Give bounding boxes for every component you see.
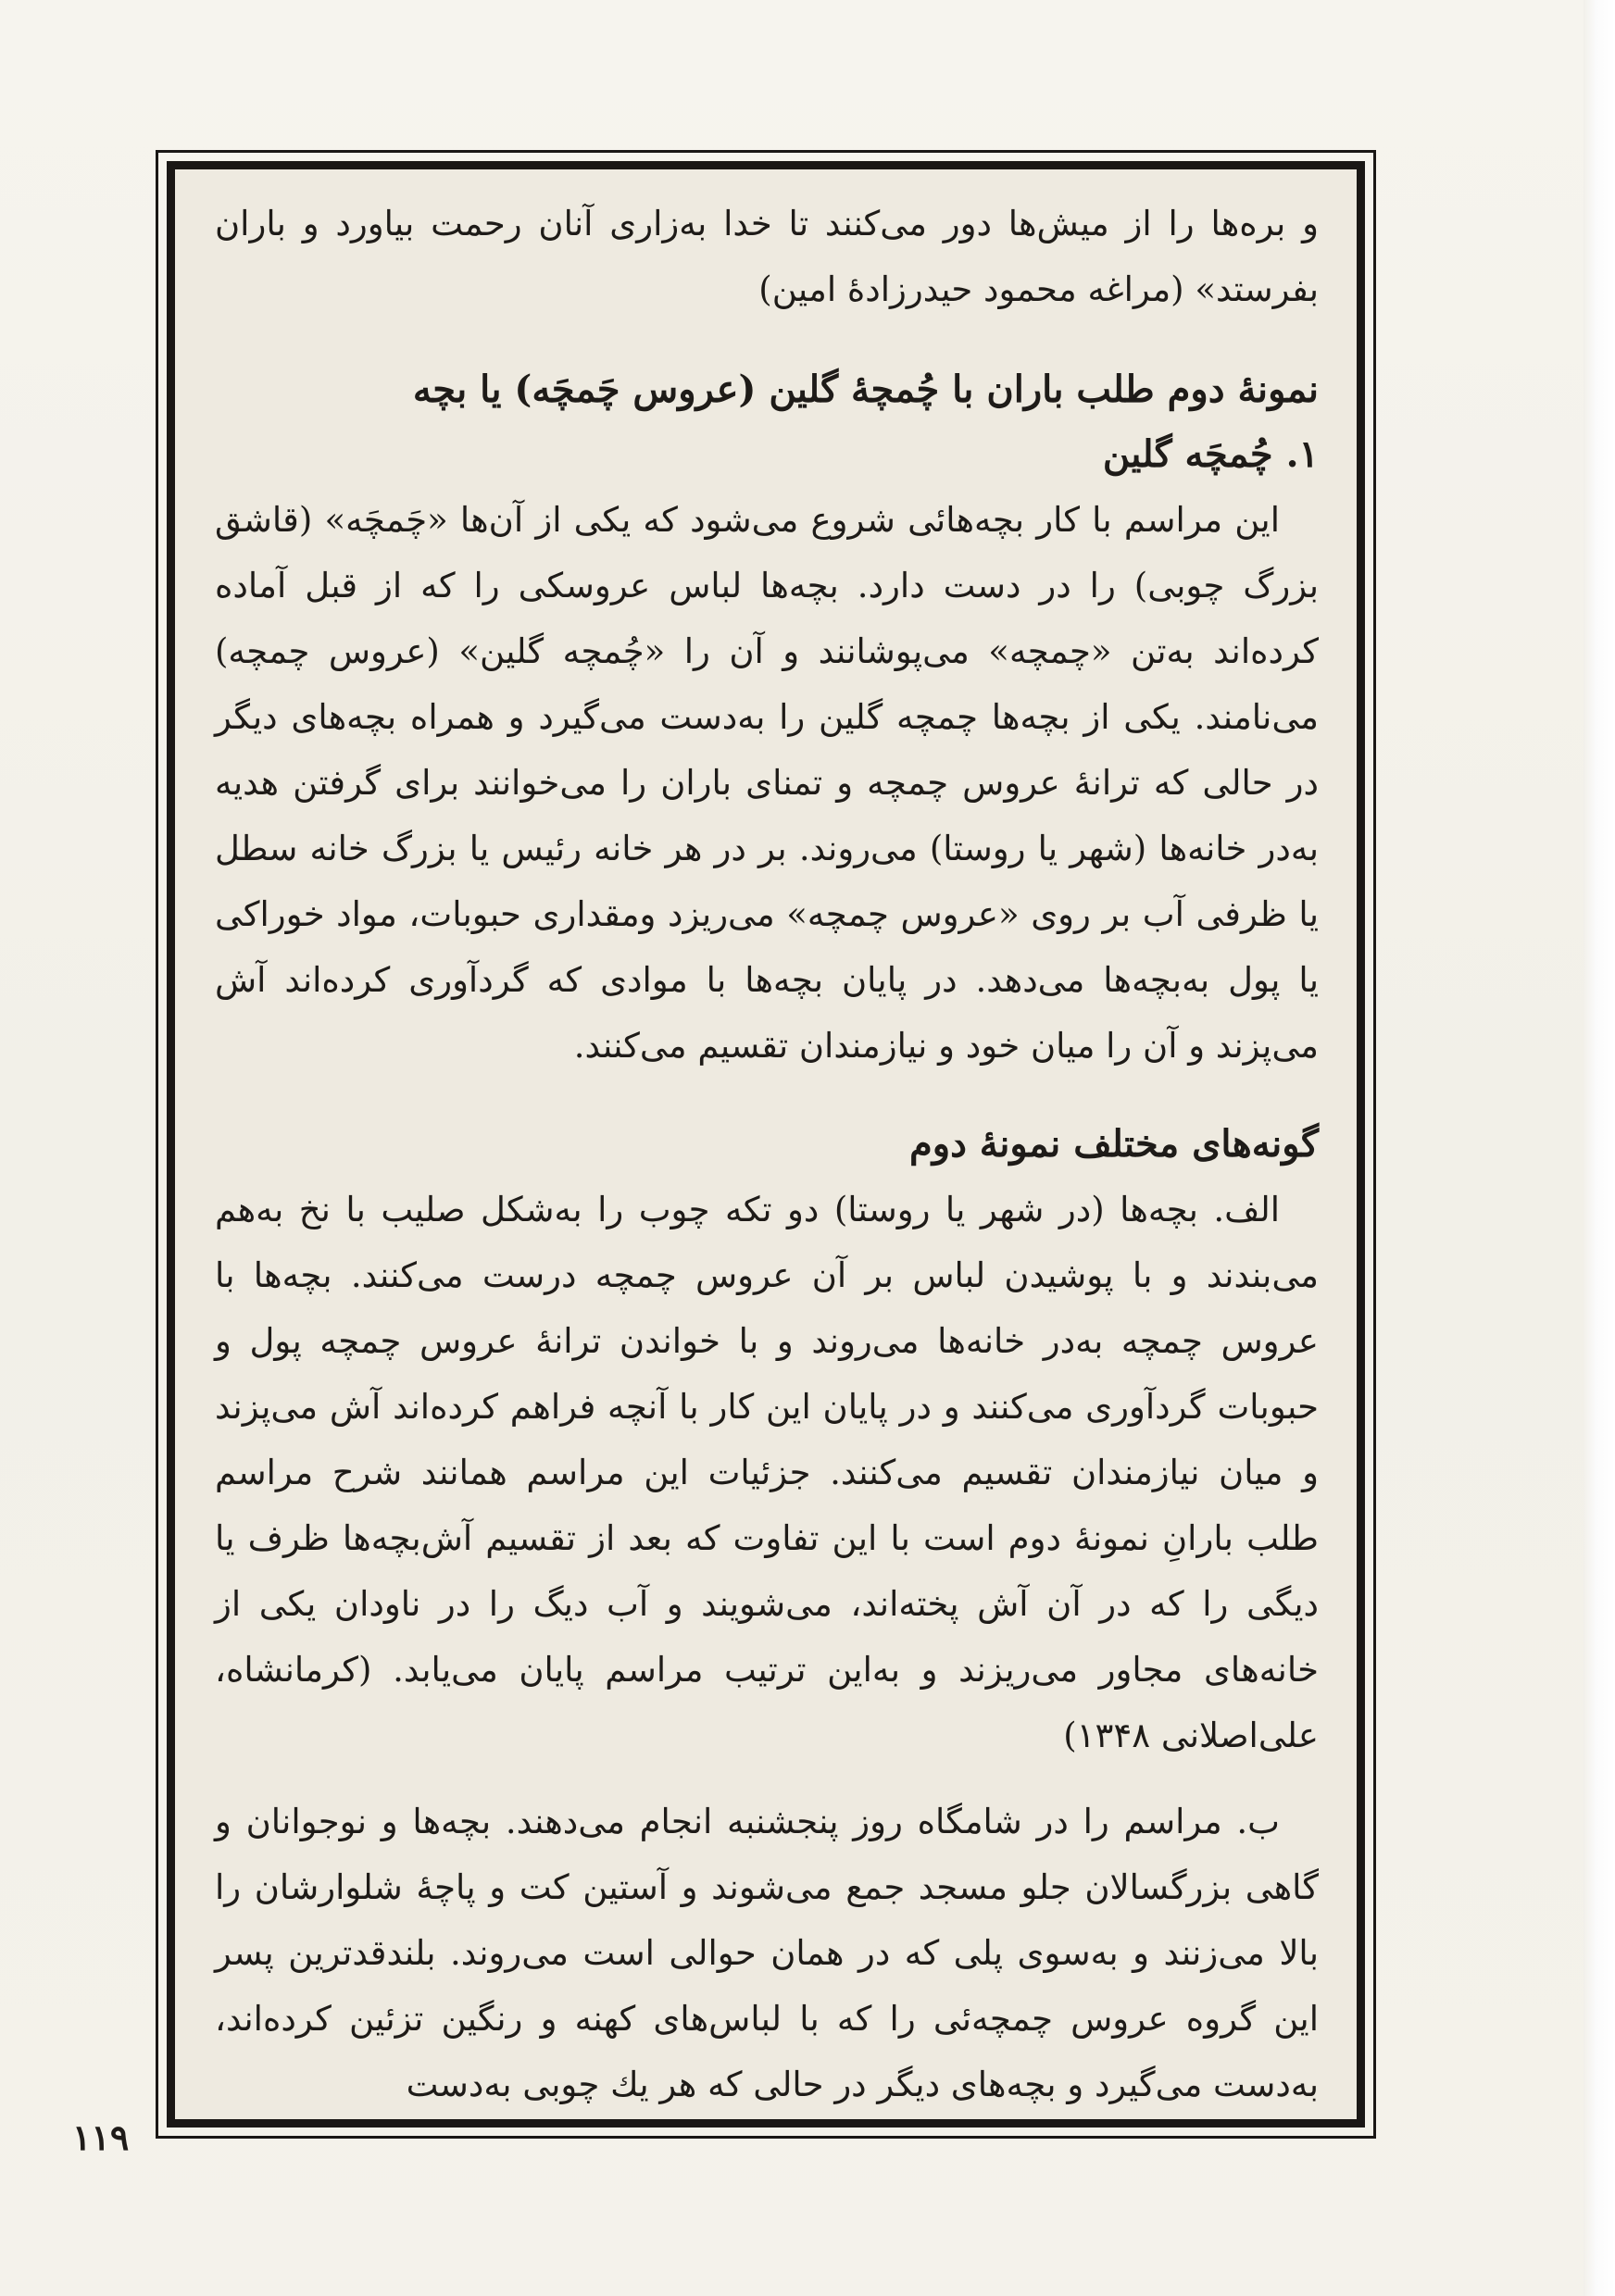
- page-text-block: [215, 191, 1319, 2117]
- variant-be-paragraph: ب. مراسم را در شامگاه روز پنجشنبه انجام می‌دهند. بچه‌ها و نوجوانان و گاهی بزرگسالان جلو مسجد جمع می‌شوند و آستین کت و پاچهٔ شلوارشان را بالا می‌زنند و به‌سوی پلی که در همان حوالی است می‌روند. بلندقدترین پسر این گروه عروس چمچه‌ئی را که با لباس‌های کهنه و رنگین تزئین کرده‌اند، به‌دست می‌گیرد و بچه‌های دیگر در حالی که هر یك چوبی به‌دست: [215, 1802, 1319, 2104]
- spacer: [215, 1079, 1319, 1112]
- spacer: [215, 322, 1319, 357]
- section-title: نمونهٔ دوم طلب باران با چُمچهٔ گلین (عروس چَمچَه) یا بچه: [412, 368, 1319, 411]
- variant-alef-paragraph: الف. بچه‌ها (در شهر یا روستا) دو تکه چوب را به‌شکل صلیب با نخ به‌هم می‌بندند و با پوشیدن لباس بر آن عروس چمچه درست می‌کنند. بچه‌ها با عروس چمچه به‌در خانه‌ها می‌روند و با خواندن ترانهٔ عروس چمچه پول و حبوبات گردآوری می‌کنند و در پایان این کار با آنچه فراهم کرده‌اند آش می‌پزند و میان نیازمندان تقسیم می‌کنند. جزئیات این مراسم همانند شرح مراسم طلب بارانِ نمونهٔ دوم است با این تفاوت که بعد از تقسیم آش‌بچه‌ها ظرف یا دیگی را که در آن آش پخته‌اند، می‌شویند و آب دیگ را در ناودان یکی از خانه‌های مجاور می‌ریزند و به‌این ترتیب مراسم پایان می‌یابد. (کرمانشاه، علی‌اصلانی ۱۳۴۸): [215, 1190, 1319, 1755]
- ceremony-paragraph: این مراسم با کار بچه‌هائی شروع می‌شود که یکی از آن‌ها «چَمچَه» (قاشق بزرگ چوبی) را در دست دارد. بچه‌ها لباس عروسکی را که از قبل آماده کرده‌اند به‌تن «چمچه» می‌پوشانند و آن را «چُمچه گلین» (عروس چمچه) می‌نامند. یکی از بچه‌ها چمچه گلین را به‌دست می‌گیرد و همراه بچه‌های دیگر در حالی که ترانهٔ عروس چمچه و تمنای باران را می‌خوانند برای گرفتن هدیه به‌در خانه‌ها (شهر یا روستا) می‌روند. بر در هر خانه رئیس یا بزرگ خانه سطل یا ظرفی آب بر روی «عروس چمچه» می‌ریزد ومقداری حبوبات، مواد خوراکی یا پول به‌بچه‌ها می‌دهد. در پایان بچه‌ها با موادی که گردآوری کرده‌اند آش می‌پزند و آن را میان خود و نیازمندان تقسیم می‌کنند.: [215, 500, 1319, 1066]
- spacer: [215, 1768, 1319, 1789]
- page-number: ۱۱۹: [72, 2116, 130, 2158]
- subsection-title: ۱. چُمچَه گلین: [1102, 432, 1319, 476]
- page-edge: [1584, 0, 1615, 2296]
- opening-paragraph: و بره‌ها را از میش‌ها دور می‌کنند تا خدا به‌زاری آنان رحمت بیاورد و باران بفرستد» (مراغه محمود حیدرزادهٔ امین): [215, 204, 1319, 309]
- variants-title: گونه‌های مختلف نمونهٔ دوم: [908, 1122, 1319, 1166]
